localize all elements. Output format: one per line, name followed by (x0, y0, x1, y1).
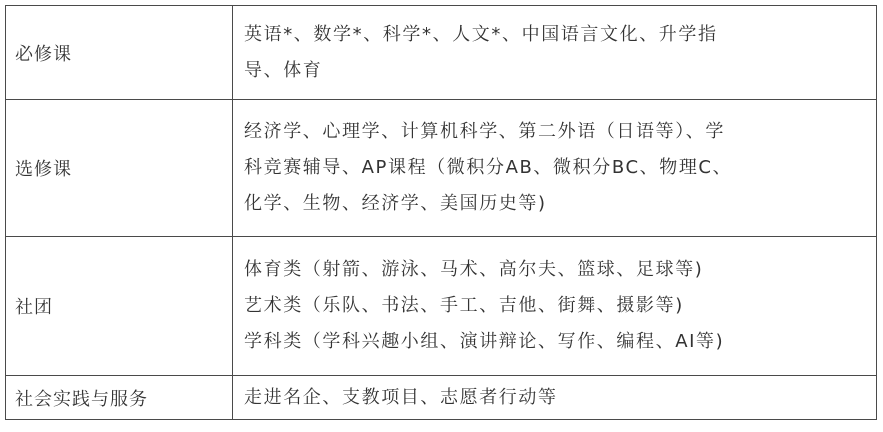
table-row-elective (6, 100, 877, 237)
content-line: 艺术类（乐队、书法、手工、吉他、街舞、摄影等) (244, 295, 684, 316)
category-label: 选修课 (15, 159, 72, 180)
content-line: 导、体育 (244, 59, 323, 81)
table-row-required (6, 6, 877, 100)
curriculum-table (5, 5, 877, 420)
category-label: 社团 (15, 297, 53, 318)
category-label: 必修课 (15, 43, 72, 65)
category-cell (6, 376, 233, 420)
content-line: 学科类（学科兴趣小组、演讲辩论、写作、编程、AI等) (244, 331, 725, 352)
content-cell (233, 100, 877, 237)
category-cell (6, 6, 233, 100)
category-label: 社会实践与服务 (15, 388, 148, 410)
category-cell (6, 237, 233, 376)
content-line: 化学、生物、经济学、美国历史等) (244, 193, 547, 214)
content-line: 体育类（射箭、游泳、马术、高尔夫、篮球、足球等) (244, 259, 704, 280)
table-row-practice (6, 376, 877, 420)
content-cell (233, 237, 877, 376)
content-line: 经济学、心理学、计算机科学、第二外语（日语等）、学 (244, 121, 725, 142)
content-cell (233, 6, 877, 100)
content-cell (233, 376, 877, 420)
table-row-clubs (6, 237, 877, 376)
content-line: 科竞赛辅导、AP课程（微积分AB、微积分BC、物理C、 (244, 157, 733, 178)
category-cell (6, 100, 233, 237)
content-line: 英语*、数学*、科学*、人文*、中国语言文化、升学指 (244, 23, 718, 45)
content-line: 走进名企、支教项目、志愿者行动等 (244, 386, 558, 408)
